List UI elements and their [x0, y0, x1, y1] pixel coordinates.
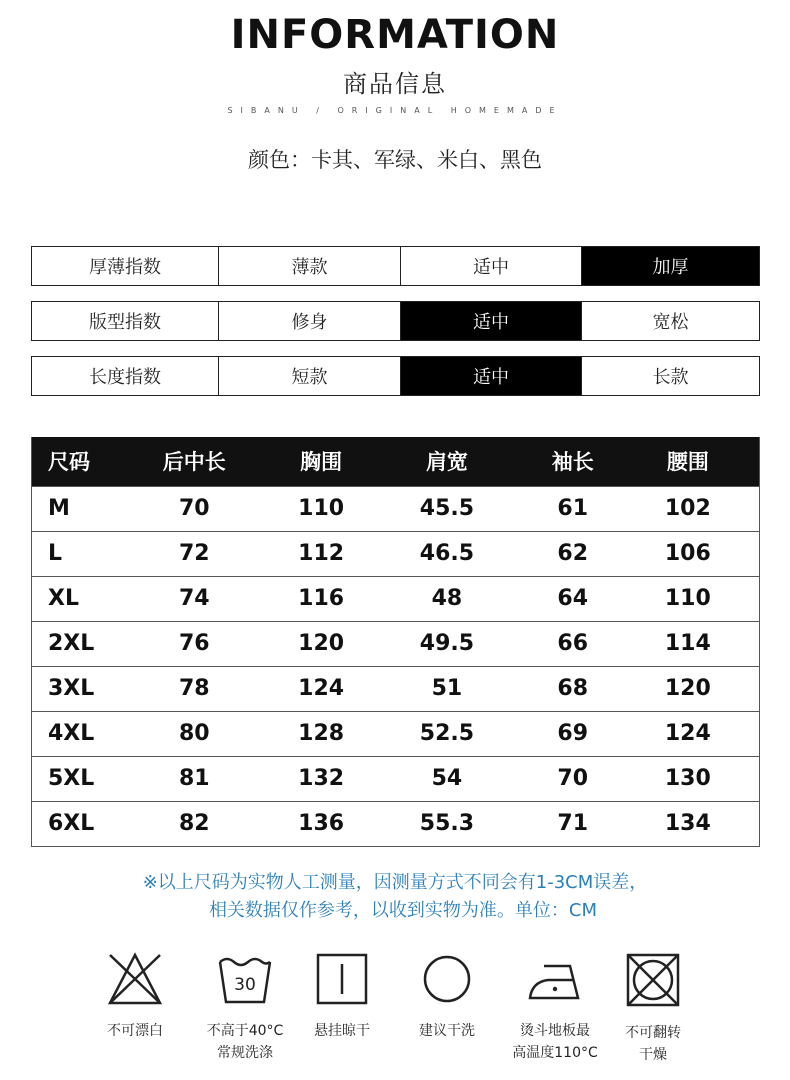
- table-cell: 68: [529, 666, 617, 711]
- table-cell: 74: [111, 576, 277, 621]
- table-cell: 5XL: [32, 756, 112, 801]
- care-label: 不可漂白: [107, 1023, 163, 1039]
- table-cell: 64: [529, 576, 617, 621]
- table-cell: 62: [529, 531, 617, 576]
- table-cell: 76: [111, 621, 277, 666]
- table-cell: 78: [111, 666, 277, 711]
- table-cell: 110: [277, 486, 365, 531]
- column-header: 肩宽: [365, 437, 529, 486]
- care-label: 不可翻转: [625, 1025, 681, 1041]
- table-cell: XL: [32, 576, 112, 621]
- table-cell: 70: [111, 486, 277, 531]
- table-row: [32, 486, 760, 531]
- table-cell: 55.3: [365, 801, 529, 846]
- table-cell: 136: [277, 801, 365, 846]
- table-cell: 124: [617, 711, 760, 756]
- index-label: 厚薄指数: [89, 257, 161, 278]
- iron-icon: [524, 952, 586, 1006]
- table-cell: 106: [617, 531, 760, 576]
- index-option-selected: 加厚: [581, 247, 759, 285]
- care-wash-40: [190, 952, 300, 1064]
- care-dry-clean: [392, 952, 502, 1042]
- table-cell: 61: [529, 486, 617, 531]
- wash-30-icon: [216, 952, 274, 1006]
- index-option: 长款: [581, 357, 759, 395]
- table-row: [32, 756, 760, 801]
- page-subtitle: 商品信息: [343, 70, 447, 98]
- table-cell: 130: [617, 756, 760, 801]
- table-cell: 70: [529, 756, 617, 801]
- dry-clean-icon: [420, 952, 474, 1006]
- table-cell: 69: [529, 711, 617, 756]
- length-index-row: [31, 356, 760, 396]
- table-cell: 45.5: [365, 486, 529, 531]
- no-tumble-dry-icon: [625, 952, 681, 1008]
- table-row: [32, 576, 760, 621]
- table-cell: 124: [277, 666, 365, 711]
- care-label: 建议干洗: [419, 1023, 475, 1039]
- table-cell: 114: [617, 621, 760, 666]
- table-cell: 46.5: [365, 531, 529, 576]
- care-no-bleach: [80, 952, 190, 1042]
- index-option: 修身: [218, 302, 400, 340]
- brand-tagline: SIBANU / ORIGINAL HOMEMADE: [227, 106, 563, 115]
- table-cell: 110: [617, 576, 760, 621]
- table-cell: 49.5: [365, 621, 529, 666]
- care-label: 悬挂晾干: [314, 1023, 370, 1039]
- index-option: 短款: [218, 357, 400, 395]
- table-cell: 72: [111, 531, 277, 576]
- table-cell: 134: [617, 801, 760, 846]
- table-cell: 66: [529, 621, 617, 666]
- index-label: 长度指数: [89, 367, 161, 388]
- table-cell: 4XL: [32, 711, 112, 756]
- table-cell: 71: [529, 801, 617, 846]
- table-cell: 112: [277, 531, 365, 576]
- table-row: [32, 621, 760, 666]
- table-cell: L: [32, 531, 112, 576]
- table-row: [32, 666, 760, 711]
- index-label: 版型指数: [89, 312, 161, 333]
- table-cell: 128: [277, 711, 365, 756]
- table-cell: 54: [365, 756, 529, 801]
- table-row: [32, 711, 760, 756]
- size-table-header: [32, 437, 760, 486]
- column-header: 尺码: [32, 437, 112, 486]
- table-cell: 80: [111, 711, 277, 756]
- size-table: [31, 437, 760, 847]
- care-no-tumble-dry: [598, 952, 708, 1066]
- thickness-index-row: [31, 246, 760, 286]
- table-cell: 82: [111, 801, 277, 846]
- table-cell: 51: [365, 666, 529, 711]
- index-option: 宽松: [581, 302, 759, 340]
- measurement-note: 相关数据仅作参考，以收到实物为准。单位：CM: [208, 900, 598, 921]
- table-cell: 132: [277, 756, 365, 801]
- table-cell: 2XL: [32, 621, 112, 666]
- no-bleach-icon: [107, 952, 163, 1006]
- index-option: 薄款: [218, 247, 400, 285]
- care-label: 常规洗涤: [217, 1045, 273, 1061]
- index-option-selected: 适中: [400, 302, 581, 340]
- page-title: INFORMATION: [230, 12, 560, 58]
- care-iron: [500, 952, 610, 1064]
- wash-temp-text: 30: [234, 975, 256, 995]
- table-cell: 52.5: [365, 711, 529, 756]
- fit-index-row: [31, 301, 760, 341]
- measurement-note: ※以上尺码为实物人工测量，因测量方式不同会有1-3CM误差，: [142, 872, 648, 893]
- available-colors: 颜色：卡其、军绿、米白、黑色: [248, 148, 542, 172]
- care-label: 烫斗地板最: [520, 1023, 590, 1039]
- hang-dry-icon: [315, 952, 369, 1006]
- table-row: [32, 801, 760, 846]
- care-label: 干燥: [639, 1047, 667, 1063]
- column-header: 胸围: [277, 437, 365, 486]
- table-cell: 3XL: [32, 666, 112, 711]
- table-cell: 116: [277, 576, 365, 621]
- care-label: 高温度110°C: [512, 1045, 598, 1061]
- table-cell: 48: [365, 576, 529, 621]
- table-cell: M: [32, 486, 112, 531]
- column-header: 腰围: [617, 437, 760, 486]
- table-cell: 120: [277, 621, 365, 666]
- table-cell: 120: [617, 666, 760, 711]
- table-row: [32, 531, 760, 576]
- index-option-selected: 适中: [400, 357, 581, 395]
- care-label: 不高于40°C: [206, 1023, 284, 1039]
- column-header: 袖长: [529, 437, 617, 486]
- index-option: 适中: [400, 247, 581, 285]
- table-cell: 6XL: [32, 801, 112, 846]
- table-cell: 102: [617, 486, 760, 531]
- care-hang-dry: [287, 952, 397, 1042]
- column-header: 后中长: [111, 437, 277, 486]
- table-cell: 81: [111, 756, 277, 801]
